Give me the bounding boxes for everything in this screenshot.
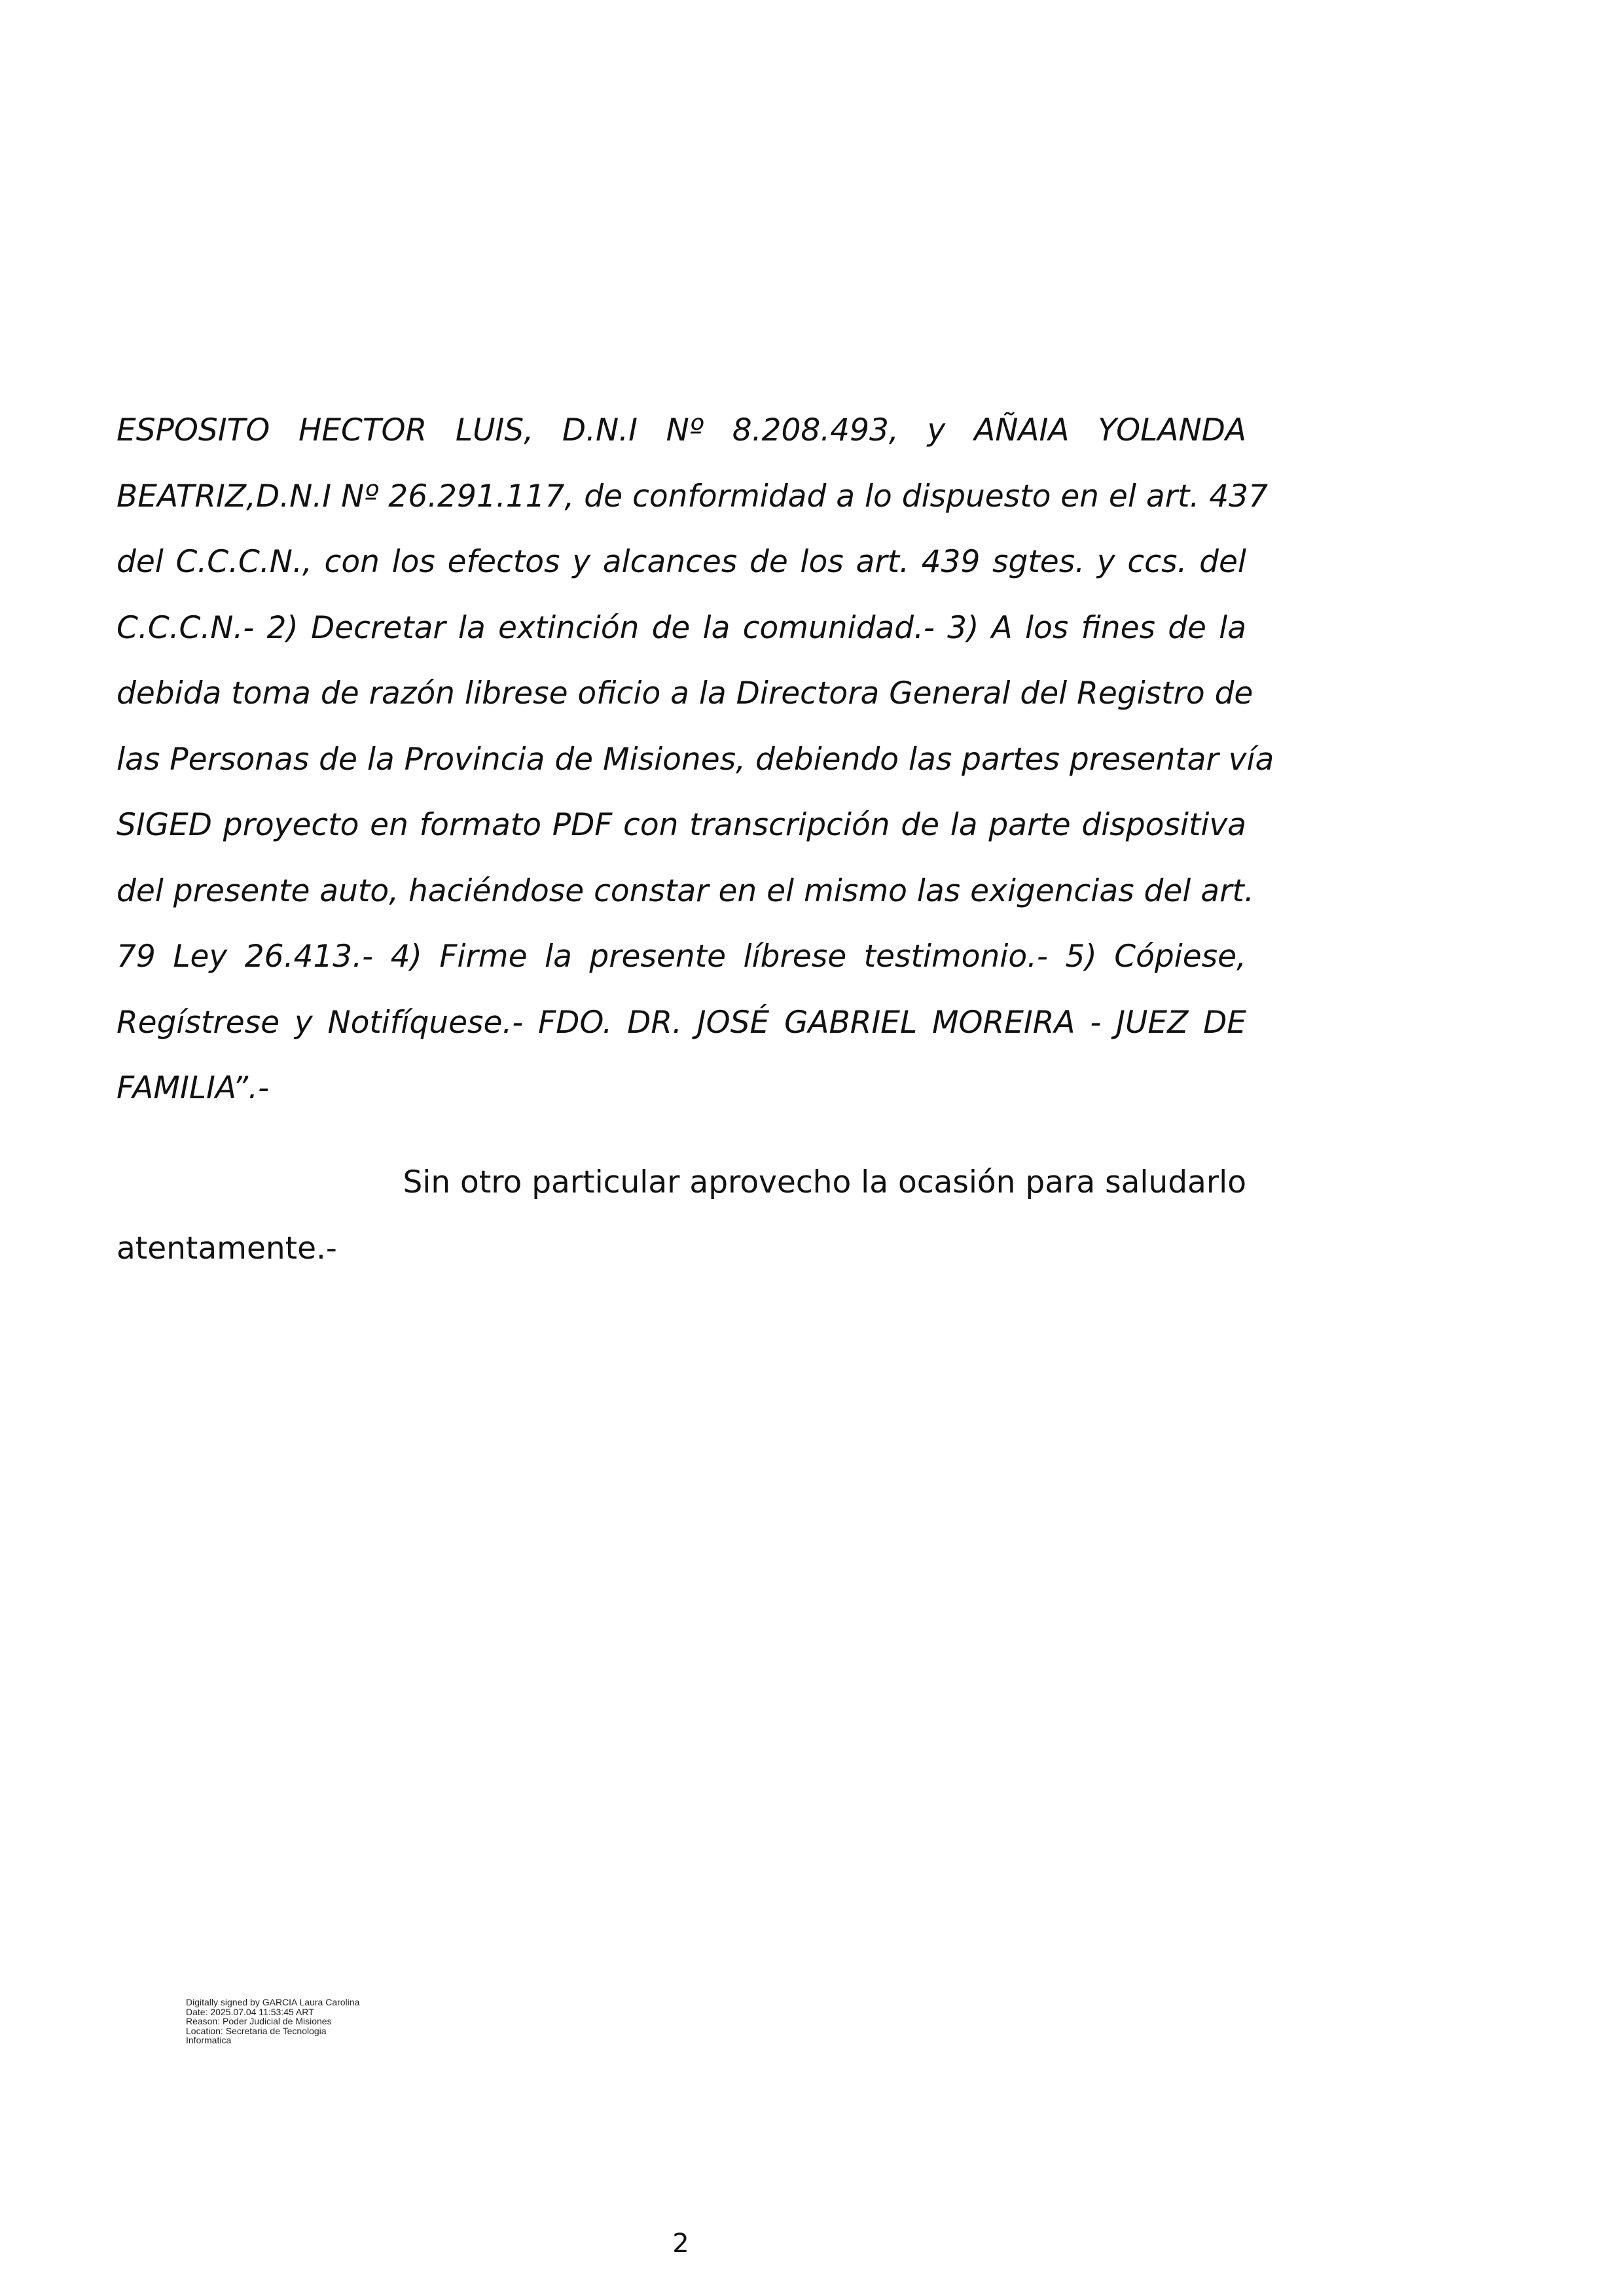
paragraph-line: SIGED proyecto en formato PDF con transcripción de la parte dispositiva: [117, 807, 1246, 843]
paragraph-line: debida toma de razón librese oficio a la Directora General del Registro de: [117, 675, 1254, 711]
paragraph-line: Regístrese y Notifíquese.- FDO. DR. JOSÉ GABRIEL MOREIRA - JUEZ DE: [117, 1004, 1246, 1041]
paragraph-line: del presente auto, haciéndose constar en el mismo las exigencias del art.: [117, 872, 1254, 909]
paragraph-line: las Personas de la Provincia de Misiones, debiendo las partes presentar vía: [117, 741, 1274, 778]
paragraph-line: del C.C.C.N., con los efectos y alcances de los art. 439 sgtes. y ccs. del: [117, 544, 1246, 580]
page-number: 2: [672, 2229, 689, 2259]
closing-line: Sin otro particular aprovecho la ocasión para saludarlo: [403, 1164, 1246, 1200]
signature-date: Date: 2025.07.04 11:53:45 ART: [186, 2006, 314, 2017]
closing-line: atentamente.-: [117, 1230, 337, 1266]
paragraph-line: 79 Ley 26.413.- 4) Firme la presente líbrese testimonio.- 5) Cópiese,: [117, 939, 1246, 975]
resolution-paragraph: [117, 398, 1274, 1122]
paragraph-line: ESPOSITO HECTOR LUIS, D.N.I Nº 8.208.493, y AÑAIA YOLANDA: [117, 412, 1246, 448]
digital-signature-block: [186, 1998, 461, 2045]
signature-location-cont: Informatica: [186, 2035, 232, 2045]
paragraph-line: FAMILIA”.-: [117, 1070, 270, 1106]
paragraph-line: BEATRIZ,D.N.I Nº 26.291.117, de conformidad a lo dispuesto en el art. 437: [117, 478, 1268, 514]
signature-reason: Reason: Poder Judicial de Misiones: [186, 2016, 332, 2026]
paragraph-line: C.C.C.N.- 2) Decretar la extinción de la comunidad.- 3) A los fines de la: [117, 609, 1246, 646]
closing-paragraph: [117, 1150, 1246, 1282]
signature-location: Location: Secretaria de Tecnologia: [186, 2025, 327, 2036]
signature-signed-by: Digitally signed by GARCIA Laura Carolina: [186, 1997, 360, 2007]
